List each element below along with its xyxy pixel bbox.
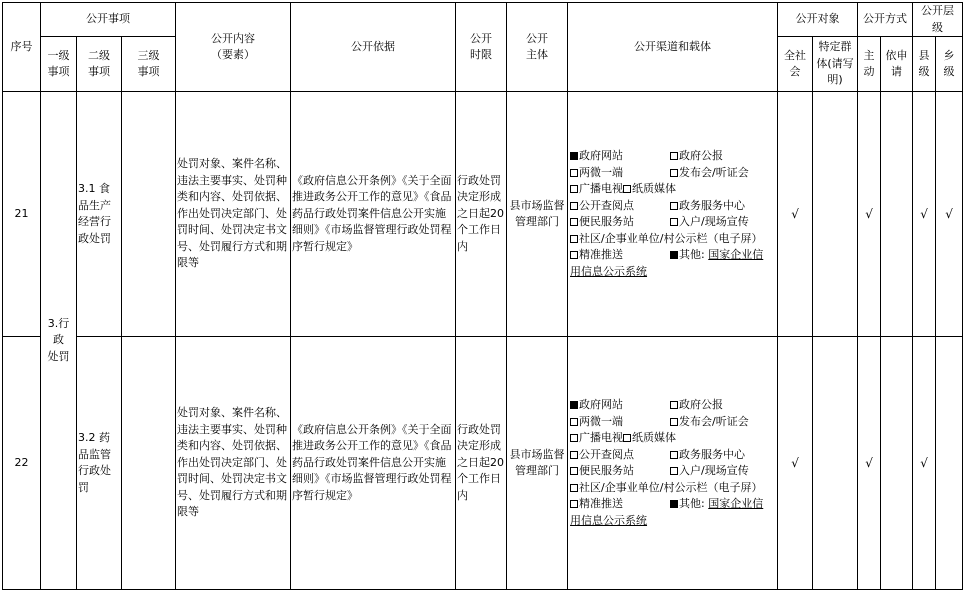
checkbox-empty-icon xyxy=(570,484,578,492)
level3-cell xyxy=(122,337,176,590)
channel-convenience xyxy=(570,463,670,480)
header-channels: 公开渠道和载体 xyxy=(568,3,778,92)
channel-service-center-label: 政务服务中心 xyxy=(679,447,746,461)
checkbox-empty-icon xyxy=(570,467,578,475)
level-town-cell: √ xyxy=(936,92,963,337)
header-level-town xyxy=(936,37,963,92)
header-level3-text: 三级 事项 xyxy=(137,48,160,78)
table-row xyxy=(3,337,963,590)
checkbox-checked-icon xyxy=(570,401,578,409)
method-active-cell: √ xyxy=(858,92,881,337)
checkbox-empty-icon xyxy=(670,418,678,426)
checkbox-empty-icon xyxy=(570,500,578,508)
channel-press xyxy=(670,414,778,431)
header-method-request-text: 依申 请 xyxy=(885,48,908,78)
level-county-cell: √ xyxy=(913,92,936,337)
header-target-all xyxy=(778,37,813,92)
subject-cell: 县市场监督管理部门 xyxy=(507,337,568,590)
channel-door-label: 入户/现场宣传 xyxy=(679,215,749,228)
checkbox-empty-icon xyxy=(623,185,631,193)
channel-community xyxy=(570,480,775,497)
header-basis: 公开依据 xyxy=(291,3,456,92)
channels-grid-2 xyxy=(570,447,775,480)
channel-reading xyxy=(570,447,670,464)
level1-merged-cell xyxy=(41,92,77,590)
channel-service-center xyxy=(670,447,778,464)
target-specific-cell xyxy=(813,337,858,590)
method-active-cell: √ xyxy=(858,337,881,590)
header-row-1 xyxy=(3,3,963,37)
channel-precise-label: 精准推送 xyxy=(579,497,624,510)
checkbox-empty-icon xyxy=(570,251,578,259)
channel-gazette xyxy=(670,397,778,414)
header-content-text: 公开内容 （要素） xyxy=(211,31,256,61)
channel-community xyxy=(570,231,775,248)
level-town-cell xyxy=(936,337,963,590)
target-all-cell: √ xyxy=(778,337,813,590)
header-level2-text: 二级 事项 xyxy=(88,48,110,78)
checkbox-empty-icon xyxy=(670,401,678,409)
target-all-cell: √ xyxy=(778,92,813,337)
checkbox-checked-icon xyxy=(570,152,578,160)
channel-other xyxy=(670,247,778,264)
channel-convenience-label: 便民服务站 xyxy=(579,464,635,477)
channel-other-value-part: 国家企业信 xyxy=(708,248,764,261)
header-method-group: 公开方式 xyxy=(858,3,913,37)
channel-other-label: 其他: xyxy=(679,248,705,261)
content-cell: 处罚对象、案件名称、违法主要事实、处罚种类和内容、处罚依据、作出处罚决定部门、处罚时间、处罚决定书文号、处罚履行方式和期限等 xyxy=(176,92,291,337)
level1-merged-text: 3.行 政 处罚 xyxy=(47,316,70,363)
channel-govsite xyxy=(570,148,670,165)
checkbox-empty-icon xyxy=(570,434,578,442)
header-level2 xyxy=(77,37,122,92)
channel-media-line xyxy=(570,181,775,198)
channel-press xyxy=(670,165,778,182)
checkbox-checked-icon xyxy=(670,251,678,259)
channel-other-value-part: 国家企业信 xyxy=(708,497,764,510)
checkbox-empty-icon xyxy=(670,467,678,475)
checkbox-empty-icon xyxy=(570,451,578,459)
channel-reading-label: 公开查阅点 xyxy=(579,198,635,212)
channel-media-line xyxy=(570,430,775,447)
basis-cell: 《政府信息公开条例》《关于全面推进政务公开工作的意见》《食品药品行政处罚案件信息公开实施细则》《市场监督管理行政处罚程序暂行规定》 xyxy=(291,337,456,590)
checkbox-empty-icon xyxy=(670,169,678,177)
checkbox-empty-icon xyxy=(570,185,578,193)
checkbox-empty-icon xyxy=(670,218,678,226)
time-limit-cell: 行政处罚决定形成之日起20个工作日内 xyxy=(456,92,507,337)
level2-text: 3.1 食 品生产 经营行 政处罚 xyxy=(78,182,111,245)
time-limit-cell: 行政处罚决定形成之日起20个工作日内 xyxy=(456,337,507,590)
channel-precise xyxy=(570,247,670,264)
channel-precise-label: 精准推送 xyxy=(579,248,624,261)
channels-grid-2 xyxy=(570,198,775,231)
channel-door xyxy=(670,214,778,231)
header-method-active-text: 主 动 xyxy=(863,48,875,78)
level2-cell xyxy=(77,337,122,590)
channel-broadcast-label: 广播电视 xyxy=(579,431,624,444)
checkbox-empty-icon xyxy=(670,451,678,459)
disclosure-table xyxy=(2,2,963,590)
channel-weibo-label: 两微一端 xyxy=(579,165,624,179)
checkbox-empty-icon xyxy=(670,152,678,160)
header-level-county xyxy=(913,37,936,92)
channels-grid-3 xyxy=(570,247,775,264)
channel-convenience xyxy=(570,214,670,231)
header-seq: 序号 xyxy=(3,3,41,92)
channel-other-label: 其他: xyxy=(679,497,705,510)
channel-service-center-label: 政务服务中心 xyxy=(679,198,746,212)
header-items-group: 公开事项 xyxy=(41,3,176,37)
level-county-cell: √ xyxy=(913,337,936,590)
channel-gazette-label: 政府公报 xyxy=(679,398,724,411)
checkbox-empty-icon xyxy=(570,202,578,210)
header-subject-text: 公开 主体 xyxy=(526,31,549,61)
checkbox-empty-icon xyxy=(623,434,631,442)
header-level1-text: 一级 事项 xyxy=(47,48,70,78)
channel-gazette xyxy=(670,148,778,165)
checkbox-empty-icon xyxy=(570,235,578,243)
channel-reading-label: 公开查阅点 xyxy=(579,447,635,461)
method-request-cell xyxy=(881,337,913,590)
header-time-limit-text: 公开 时限 xyxy=(470,31,493,61)
checkbox-checked-icon xyxy=(670,500,678,508)
channel-paper-label: 纸质媒体 xyxy=(632,182,677,195)
channel-other-value-tail: 用信息公示系统 xyxy=(570,264,648,278)
seq-cell: 21 xyxy=(3,92,41,337)
channel-convenience-label: 便民服务站 xyxy=(579,215,635,228)
channels-cell xyxy=(568,337,778,590)
channels-grid xyxy=(570,148,775,181)
channel-govsite-label: 政府网站 xyxy=(579,149,624,162)
channels-cell xyxy=(568,92,778,337)
subject-cell: 县市场监督管理部门 xyxy=(507,92,568,337)
channel-paper-label: 纸质媒体 xyxy=(632,431,677,444)
channel-door xyxy=(670,463,778,480)
checkbox-empty-icon xyxy=(570,418,578,426)
header-method-request xyxy=(881,37,913,92)
method-request-cell xyxy=(881,92,913,337)
channel-precise xyxy=(570,496,670,513)
header-target-group: 公开对象 xyxy=(778,3,858,37)
header-target-specific-text: 特定群 体(请写 明) xyxy=(816,40,854,87)
header-level-county-text: 县 级 xyxy=(918,48,930,78)
header-content xyxy=(176,3,291,92)
channels-grid-3 xyxy=(570,496,775,513)
channel-other xyxy=(670,496,778,513)
header-level-group-text: 公开层 级 xyxy=(921,4,955,34)
channel-govsite-label: 政府网站 xyxy=(579,398,624,411)
channel-weibo xyxy=(570,414,670,431)
level2-text: 3.2 药 品监管 行政处 罚 xyxy=(78,431,111,494)
header-target-specific xyxy=(813,37,858,92)
table-row xyxy=(3,92,963,337)
channel-press-label: 发布会/听证会 xyxy=(679,414,749,428)
target-specific-cell xyxy=(813,92,858,337)
header-time-limit xyxy=(456,3,507,92)
channel-service-center xyxy=(670,198,778,215)
channel-weibo xyxy=(570,165,670,182)
header-level3 xyxy=(122,37,176,92)
level3-cell xyxy=(122,92,176,337)
channel-broadcast-label: 广播电视 xyxy=(579,182,624,195)
seq-cell: 22 xyxy=(3,337,41,590)
header-level1 xyxy=(41,37,77,92)
level2-cell xyxy=(77,92,122,337)
header-method-active xyxy=(858,37,881,92)
channel-other-value-tail: 用信息公示系统 xyxy=(570,513,648,527)
header-level-group xyxy=(913,3,963,37)
channels-grid xyxy=(570,397,775,430)
header-level-town-text: 乡 级 xyxy=(943,48,955,78)
content-cell: 处罚对象、案件名称、违法主要事实、处罚种类和内容、处罚依据、作出处罚决定部门、处罚时间、处罚决定书文号、处罚履行方式和期限等 xyxy=(176,337,291,590)
checkbox-empty-icon xyxy=(570,218,578,226)
checkbox-empty-icon xyxy=(570,169,578,177)
channel-community-label: 社区/企事业单位/村公示栏（电子屏） xyxy=(579,231,763,245)
checkbox-empty-icon xyxy=(670,202,678,210)
header-subject xyxy=(507,3,568,92)
channel-gazette-label: 政府公报 xyxy=(679,149,724,162)
basis-cell: 《政府信息公开条例》《关于全面推进政务公开工作的意见》《食品药品行政处罚案件信息公开实施细则》《市场监督管理行政处罚程序暂行规定》 xyxy=(291,92,456,337)
channel-community-label: 社区/企事业单位/村公示栏（电子屏） xyxy=(579,480,763,494)
channel-govsite xyxy=(570,397,670,414)
channel-press-label: 发布会/听证会 xyxy=(679,165,749,179)
channel-reading xyxy=(570,198,670,215)
channel-door-label: 入户/现场宣传 xyxy=(679,464,749,477)
header-target-all-text: 全社 会 xyxy=(784,48,807,78)
channel-weibo-label: 两微一端 xyxy=(579,414,624,428)
